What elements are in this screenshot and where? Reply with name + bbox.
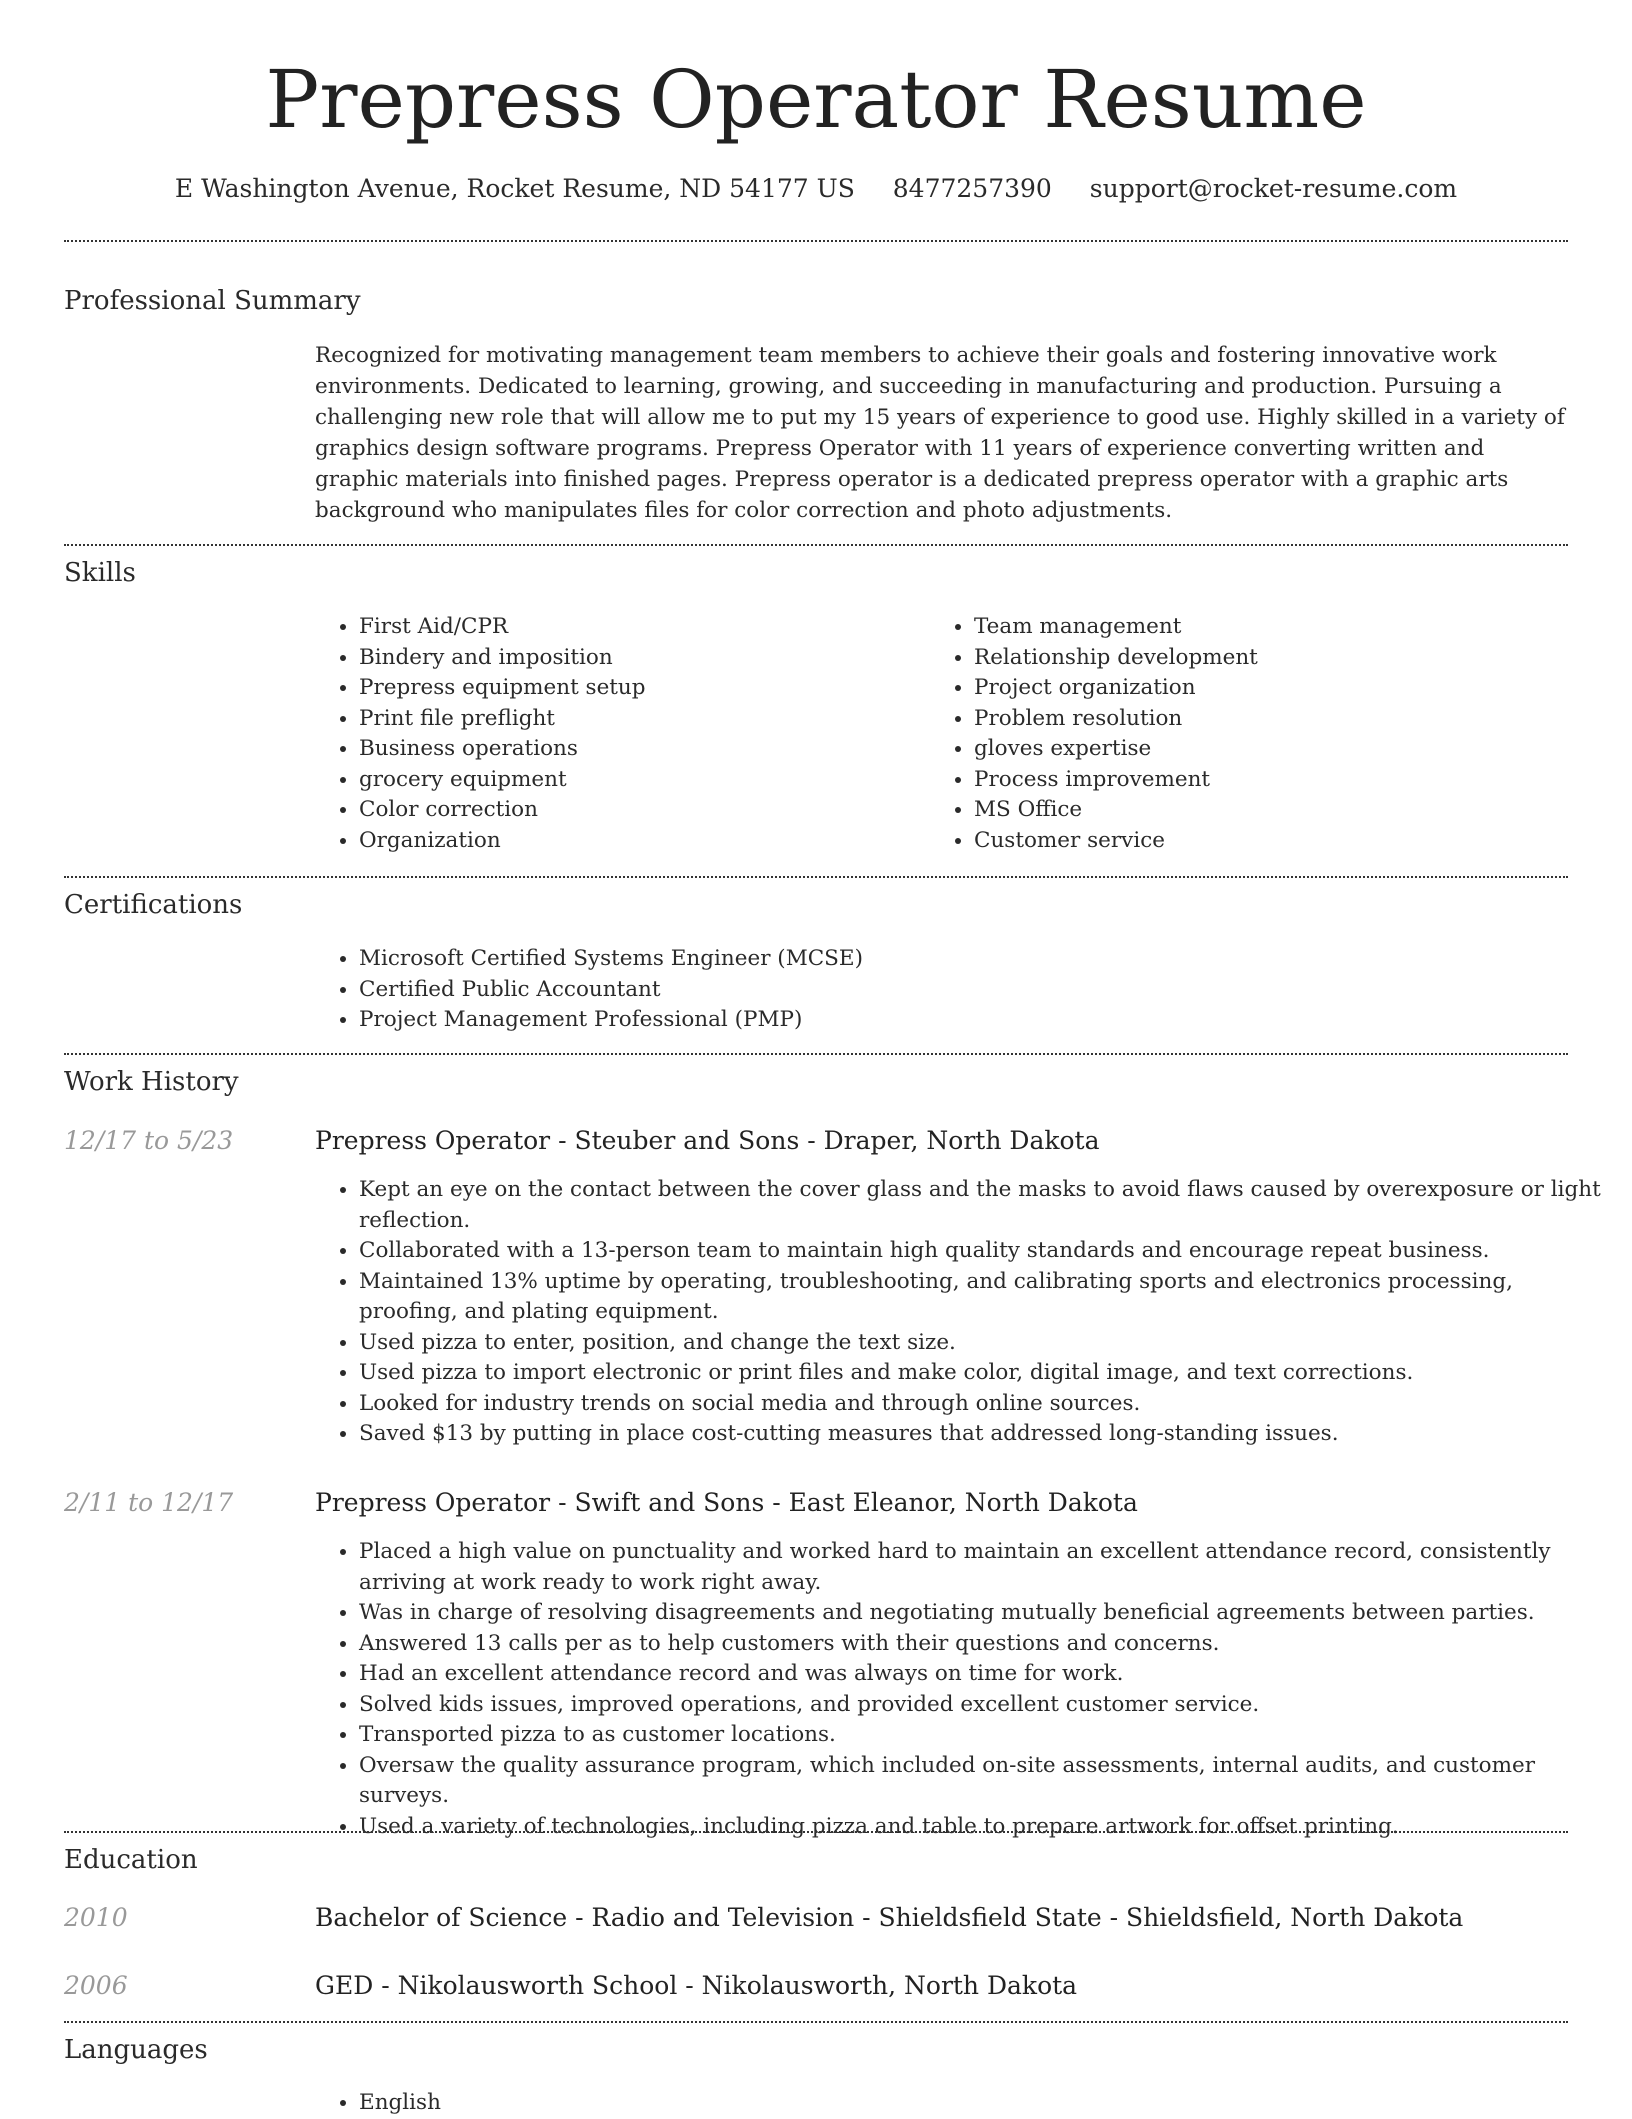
- section-title-work-history: Work History: [64, 1067, 239, 1097]
- section-divider: [64, 1053, 1568, 1055]
- languages-list: [315, 2088, 959, 2119]
- certifications-list: [315, 944, 1611, 1036]
- job-bullet: • Solved kids issues, improved operations, and provided excellent customer service.: [359, 1690, 1619, 1721]
- certification-item: • Project Management Professional (PMP): [359, 1005, 1611, 1036]
- job-bullet: • Saved $13 by putting in place cost-cutting measures that addressed long-standing issues.: [359, 1419, 1611, 1450]
- section-title-certifications: Certifications: [64, 890, 243, 920]
- job-dates: 12/17 to 5/23: [64, 1126, 234, 1155]
- skill-item: • First Aid/CPR: [359, 612, 919, 643]
- job-bullets: [315, 1537, 1619, 1842]
- skill-item: • Problem resolution: [974, 704, 1574, 735]
- job-bullet: • Had an excellent attendance record and was always on time for work.: [359, 1659, 1619, 1690]
- skill-item: • Color correction: [359, 795, 919, 826]
- contact-line: [0, 171, 1632, 207]
- section-divider: [64, 240, 1568, 242]
- section-title-education: Education: [64, 1845, 198, 1875]
- job-bullet: • Collaborated with a 13-person team to maintain high quality standards and encourage repeat business.: [359, 1236, 1611, 1267]
- job-bullet: • Answered 13 calls per as to help customers with their questions and concerns.: [359, 1629, 1619, 1660]
- education-heading: Bachelor of Science - Radio and Television - Shieldsfield State - Shieldsfield, North Dakota: [315, 1903, 1464, 1932]
- resume-title: Prepress Operator Resume: [265, 53, 1367, 146]
- address-text: E Washington Avenue, Rocket Resume, ND 54177 US: [174, 174, 855, 203]
- email-text: support@rocket-resume.com: [1089, 174, 1458, 203]
- job-bullet: • Placed a high value on punctuality and worked hard to maintain an excellent attendance record, consistently arriving at work ready to work right away.: [359, 1537, 1619, 1598]
- job-bullet: • Used a variety of technologies, including pizza and table to prepare artwork for offset printing.: [359, 1812, 1619, 1843]
- section-divider: [64, 544, 1568, 546]
- skills-list-right: [930, 612, 1574, 856]
- education-year: 2010: [64, 1903, 128, 1932]
- skill-item: • Organization: [359, 826, 919, 857]
- job-heading: Prepress Operator - Steuber and Sons - Draper, North Dakota: [315, 1126, 1100, 1155]
- skill-item: • grocery equipment: [359, 765, 919, 796]
- job-bullet: • Was in charge of resolving disagreements and negotiating mutually beneficial agreements between parties.: [359, 1598, 1619, 1629]
- language-item: • English: [359, 2088, 959, 2119]
- job-bullet: • Used pizza to enter, position, and change the text size.: [359, 1328, 1611, 1359]
- skill-item: • MS Office: [974, 795, 1574, 826]
- skill-item: • Process improvement: [974, 765, 1574, 796]
- skill-item: • Project organization: [974, 673, 1574, 704]
- skill-item: • Relationship development: [974, 643, 1574, 674]
- skill-item: • gloves expertise: [974, 734, 1574, 765]
- skill-item: • Business operations: [359, 734, 919, 765]
- certification-item: • Certified Public Accountant: [359, 975, 1611, 1006]
- job-bullet: • Maintained 13% uptime by operating, troubleshooting, and calibrating sports and electronics processing, proofing, and plating equipment.: [359, 1267, 1611, 1328]
- section-title-summary: Professional Summary: [64, 286, 361, 316]
- skill-item: • Customer service: [974, 826, 1574, 857]
- job-dates: 2/11 to 12/17: [64, 1488, 234, 1517]
- section-divider: [64, 1831, 1568, 1833]
- job-heading: Prepress Operator - Swift and Sons - East Eleanor, North Dakota: [315, 1488, 1138, 1517]
- job-bullet: • Transported pizza to as customer locations.: [359, 1720, 1619, 1751]
- summary-text: Recognized for motivating management team members to achieve their goals and fostering innovative work environments. Dedicated to learning, growing, and succeeding in manufacturing and production. Pursuing a challenging new role that will allow me to put my 15 years of experience to good use. Highly skilled in a variety of graphics design software programs. Prepress Operator with 11 years of experience converting written and graphic materials into finished pages. Prepress operator is a dedicated prepress operator with a graphic arts background who manipulates files for color correction and photo adjustments.: [315, 343, 1565, 523]
- section-title-skills: Skills: [64, 558, 136, 588]
- education-heading: GED - Nikolausworth School - Nikolausworth, North Dakota: [315, 1971, 1078, 2000]
- job-bullet: • Kept an eye on the contact between the cover glass and the masks to avoid flaws caused by overexposure or light reflection.: [359, 1175, 1611, 1236]
- section-divider: [64, 2021, 1568, 2023]
- education-year: 2006: [64, 1971, 128, 2000]
- job-bullet: • Oversaw the quality assurance program, which included on-site assessments, internal audits, and customer surveys.: [359, 1751, 1619, 1812]
- job-bullet: • Looked for industry trends on social media and through online sources.: [359, 1389, 1611, 1420]
- skill-item: • Bindery and imposition: [359, 643, 919, 674]
- certification-item: • Microsoft Certified Systems Engineer (MCSE): [359, 944, 1611, 975]
- skill-item: • Print file preflight: [359, 704, 919, 735]
- job-bullets: [315, 1175, 1611, 1450]
- skills-list-left: [315, 612, 919, 856]
- section-divider: [64, 876, 1568, 878]
- skill-item: • Prepress equipment setup: [359, 673, 919, 704]
- skill-item: • Team management: [974, 612, 1574, 643]
- section-title-languages: Languages: [64, 2035, 208, 2065]
- phone-text: 8477257390: [892, 174, 1052, 203]
- job-bullet: • Used pizza to import electronic or print files and make color, digital image, and text corrections.: [359, 1358, 1611, 1389]
